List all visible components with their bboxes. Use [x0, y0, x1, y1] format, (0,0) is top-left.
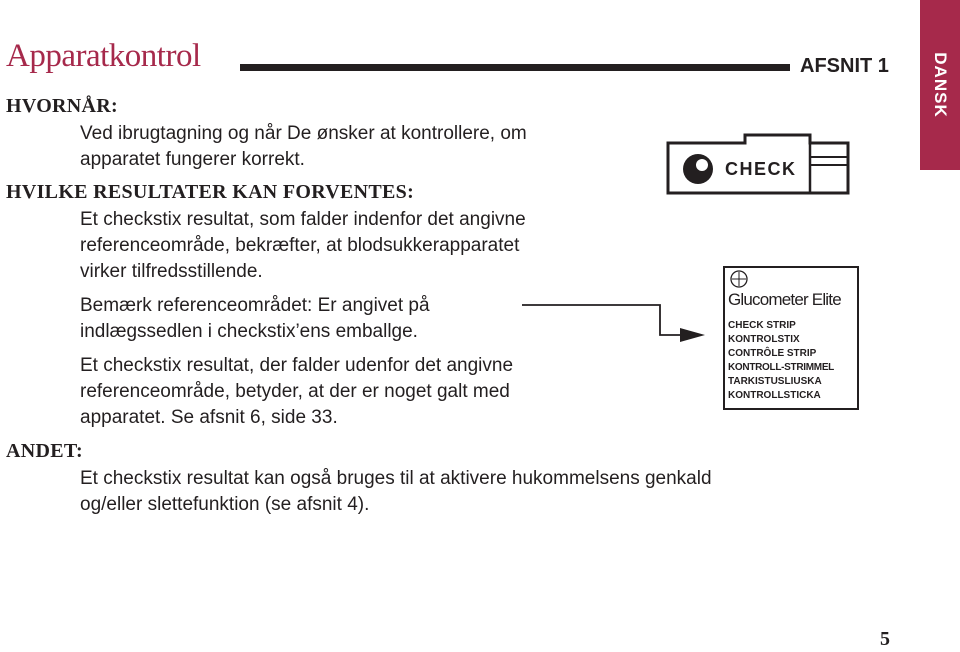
language-tab-label: DANSK [931, 52, 950, 118]
heading-andet: ANDET: [6, 440, 83, 462]
resultater-paragraph-2: Bemærk referenceområdet: Er angivet på indlægssedlen i checkstix’ens emballge. [80, 295, 430, 342]
language-tab [920, 0, 960, 170]
title-rule [240, 64, 790, 71]
page-title: Apparatkontrol [6, 38, 201, 74]
resultater-paragraph-1: Et checkstix resultat, som falder indenfor det angivne referenceområde, bekræfter, at blodsukkerapparatet virker tilfredsstillende. [80, 209, 526, 282]
package-line: TARKISTUSLIUSKA [728, 376, 822, 387]
package-line: KONTROLLSTICKA [728, 390, 821, 401]
package-line: KONTROLSTIX [728, 334, 800, 345]
heading-resultater: HVILKE RESULTATER KAN FORVENTES: [6, 181, 415, 203]
page-number: 5 [880, 628, 890, 650]
check-strip-illustration [660, 125, 860, 200]
package-brand: Glucometer Elite [728, 290, 841, 309]
resultater-paragraph-3: Et checkstix resultat, der falder udenfor det angivne referenceområde, betyder, at der er noget galt med apparatet. Se afsnit 6, side 33. [80, 355, 514, 428]
package-line: CONTRÔLE STRIP [728, 348, 817, 359]
section-label: AFSNIT 1 [800, 55, 889, 77]
heading-hvornaar: HVORNÅR: [6, 95, 118, 117]
strip-label: CHECK [725, 159, 797, 179]
package-line: KONTROLL-STRIMMEL [728, 362, 834, 373]
bayer-logo-icon [731, 271, 747, 287]
package-label-illustration [722, 265, 862, 413]
andet-text: Et checkstix resultat kan også bruges til at aktivere hukommelsens genkald og/eller slettefunktion (se afsnit 4). [80, 468, 712, 515]
hvornaar-text: Ved ibrugtagning og når De ønsker at kontrollere, om apparatet fungerer korrekt. [80, 123, 527, 170]
callout-arrow [500, 295, 715, 345]
package-line: CHECK STRIP [728, 320, 796, 331]
